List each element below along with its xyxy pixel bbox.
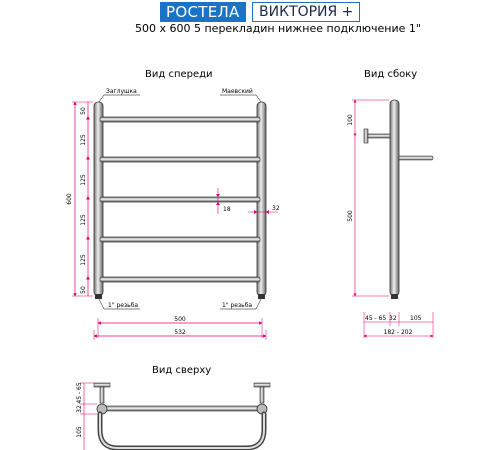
front-view: [66, 88, 280, 340]
spacing-top: 50: [80, 107, 87, 115]
side-pipe: [390, 100, 399, 296]
axis-width: 500: [174, 316, 186, 323]
side-dim-total: 182 - 202: [383, 329, 413, 336]
plug-label: Заглушка: [106, 88, 137, 95]
left-thread: [95, 294, 102, 299]
side-dim-b: 32: [389, 315, 397, 322]
top-view: [76, 382, 270, 450]
brand-label: РОСТЕЛА: [160, 2, 246, 22]
spacing-2: 125: [80, 174, 87, 186]
rung-diameter: 18: [223, 206, 231, 213]
side-top-offset: 100: [347, 114, 354, 126]
rung-3: [100, 197, 260, 202]
side-view: [347, 100, 433, 338]
thread-right-label: 1" резьба: [222, 302, 253, 309]
spacing-1: 125: [80, 134, 87, 146]
model-label: ВИКТОРИЯ +: [252, 2, 360, 22]
top-bracket-left: [94, 383, 110, 387]
rung-1: [100, 117, 260, 122]
side-view-title: Вид сбоку: [364, 69, 418, 80]
product-subtitle: 500 х 600 5 перекладин нижнее подключение 1": [135, 22, 421, 35]
front-view-title: Вид спереди: [145, 69, 213, 80]
rung-2: [100, 157, 260, 162]
side-rung: [399, 156, 433, 160]
top-dim-b: 32: [76, 405, 83, 413]
top-view-title: Вид сверху: [152, 365, 212, 376]
valve-label: Маевский: [222, 88, 253, 95]
right-thread: [258, 294, 265, 299]
top-bar: [104, 406, 260, 411]
spacing-4: 125: [80, 254, 87, 266]
thread-left-label: 1" резьба: [108, 302, 139, 309]
top-bracket-right: [254, 383, 270, 387]
spacing-3: 125: [80, 214, 87, 226]
rung-4: [100, 237, 260, 242]
wall-bracket: [364, 129, 368, 143]
top-u-shelf: [100, 414, 264, 448]
total-width: 532: [174, 329, 186, 336]
height-dim: 600: [66, 193, 73, 205]
side-dim-c: 105: [410, 315, 422, 322]
pipe-diameter: 32: [272, 205, 280, 212]
side-dim-a: 45 - 65: [365, 315, 387, 322]
top-dim-c: 105: [76, 426, 83, 438]
rung-5: [100, 277, 260, 282]
side-height: 500: [347, 210, 354, 222]
spacing-bottom: 50: [80, 286, 87, 294]
top-dim-a: 45 - 65: [76, 382, 83, 404]
